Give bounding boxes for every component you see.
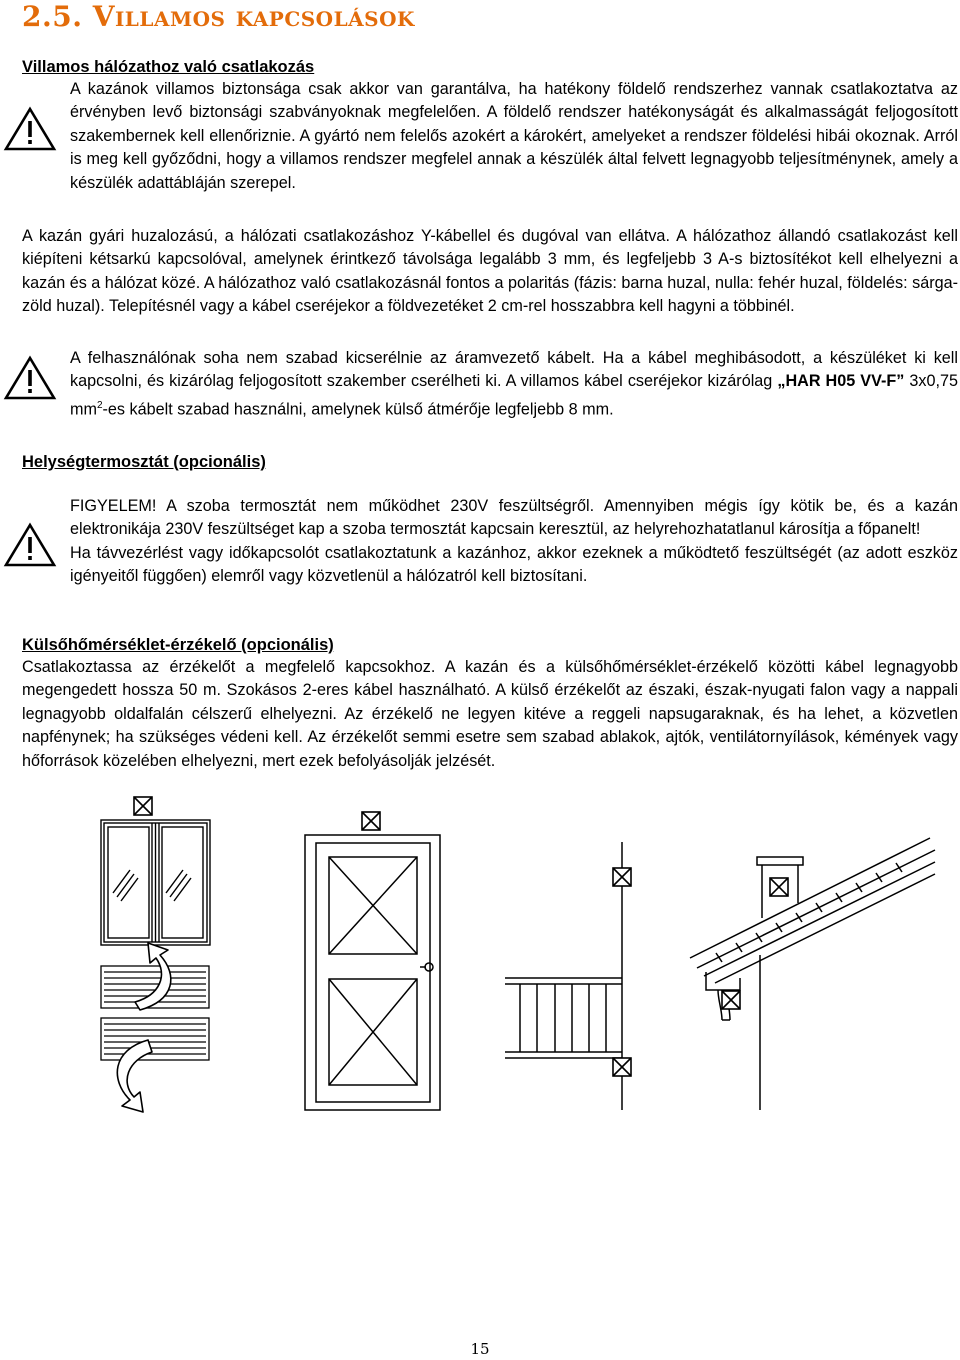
- electric-paragraph-2: [22, 225, 958, 319]
- thermostat-p2-text: Ha távvezérlést vagy időkapcsolót csatlakoztatunk a kazánhoz, akkor ezeknek a működtető feszültségét (az adott eszköz igényeitől függően) elemről vagy közvetlenül a hálózatról kell biztosítani.: [70, 543, 958, 586]
- electric-section-title: Villamos hálózathoz való csatlakozás: [22, 58, 315, 76]
- cable-type: „HAR H05 VV-F”: [777, 372, 905, 391]
- forbidden-marker-icon: [613, 868, 631, 886]
- door-drawing: [305, 835, 440, 1110]
- thermostat-section-title: Helységtermosztát (opcionális): [22, 453, 266, 471]
- sensor-p1-text: Csatlakoztassa az érzékelőt a megfelelő kapcsokhoz. A kazán és a külsőhőmérséklet-érzékelő közötti kábel legnagyobb megengedett hossza 50 m. Szokásos 2-eres kábel használható. A külső érzékelőt az északi, észak-nyugati falon vagy a nappali legnagyobb oldalfalán célszerű elhelyezni. Az érzékelő ne legyen kitéve a reggeli napsugaraknak, és ha lehet, a közvetlen napfénynek; ha szükséges védeni kell. Az érzékelőt semmi esetre sem szabad ablakok, ajtók, ventilátornyílások, kémények vagy hőforrások közelében elhelyezni, mert ezek befolyásolják jelzését.: [22, 658, 958, 770]
- placement-illustration: [0, 790, 960, 1120]
- heading-text: 2.5. Villamos kapcsolások: [22, 0, 415, 33]
- cable-text-a: A felhasználónak soha nem szabad kicserélnie az áramvezető kábelt. Ha a kábel meghibásodott, a készüléket ki kell kapcsolni, és kizárólag feljogosított szakember cserélheti ki. A villamos kábel cseréjekor kizárólag: [70, 349, 958, 391]
- forbidden-marker-icon: [362, 812, 380, 830]
- warning-triangle-icon: [3, 106, 57, 152]
- cable-text-c: -es kábelt szabad használni, amelynek külső átmérője legfeljebb 8 mm.: [102, 400, 614, 419]
- electric-paragraph-3: [70, 347, 958, 422]
- electric-p1-text: A kazánok villamos biztonsága csak akkor van garantálva, ha hatékony földelő rendszerhez vannak csatlakoztatva az érvényben levő biztonsági szabványoknak megfelelően. A földelő rendszer hatékonyságát és alkalmasságát feljogosított szakembernek kell ellenőriznie. A gyártó nem felelős azokért a károkért, amelyeket a rendszer földelési hibái okoznak. Arról is meg kell győződni, hogy a villamos rendszer megfelel annak a készülék által felvett legnagyobb teljesítménynek, amely a készülék adattábláján szerepel.: [70, 80, 958, 192]
- window-drawing: [101, 820, 210, 945]
- roof-chimney-drawing: [690, 838, 935, 1110]
- balcony-drawing: [505, 842, 622, 1110]
- section-heading: [22, 0, 415, 33]
- ventilation-grille-drawing: [101, 966, 209, 1060]
- page-number: 15: [470, 1340, 490, 1358]
- forbidden-marker-icon: [722, 991, 740, 1009]
- electric-paragraph-1: [70, 78, 958, 195]
- forbidden-marker-icon: [613, 1058, 631, 1076]
- airflow-arrow-icon: [117, 943, 171, 1112]
- thermostat-p1-text: FIGYELEM! A szoba termosztát nem működhet 230V feszültségről. Amennyiben mégis így kötik be, és a kazán elektronikája 230V feszültséget kap a szoba termosztát kapcsain keresztül, az helyrehozhatatlanul károsítja a főpanelt!: [70, 497, 958, 539]
- warning-triangle-icon: [3, 522, 57, 568]
- cable-superscript: 2: [96, 399, 103, 411]
- electric-p2-text: A kazán gyári huzalozású, a hálózati csatlakozáshoz Y-kábellel és dugóval van ellátva. A hálózathoz állandó csatlakozást kell kiépíteni kétsarkú kapcsolóval, amelynek érintkező távolsága legalább 3 mm, és legfeljebb 3 A-s biztosítékot kell elhelyezni a kazán és a hálózat közé. A hálózathoz való csatlakozásnál fontos a polaritás (fázis: barna huzal, nulla: fehér huzal, földelés: sárga-zöld huzal). Telepítésnél vagy a kábel cseréjekor a földvezetéket 2 cm-rel hosszabbra kell hagyni a többinél.: [22, 227, 958, 316]
- forbidden-marker-icon: [770, 878, 788, 896]
- sensor-paragraph: [22, 656, 958, 773]
- thermostat-paragraphs: [70, 495, 958, 589]
- cable-text-b: 3x0,75 mm: [70, 372, 958, 419]
- sensor-placement-figure: [0, 790, 960, 1120]
- sensor-section-title: Külsőhőmérséklet-érzékelő (opcionális): [22, 636, 334, 654]
- warning-triangle-icon: [3, 355, 57, 401]
- forbidden-marker-icon: [134, 797, 152, 815]
